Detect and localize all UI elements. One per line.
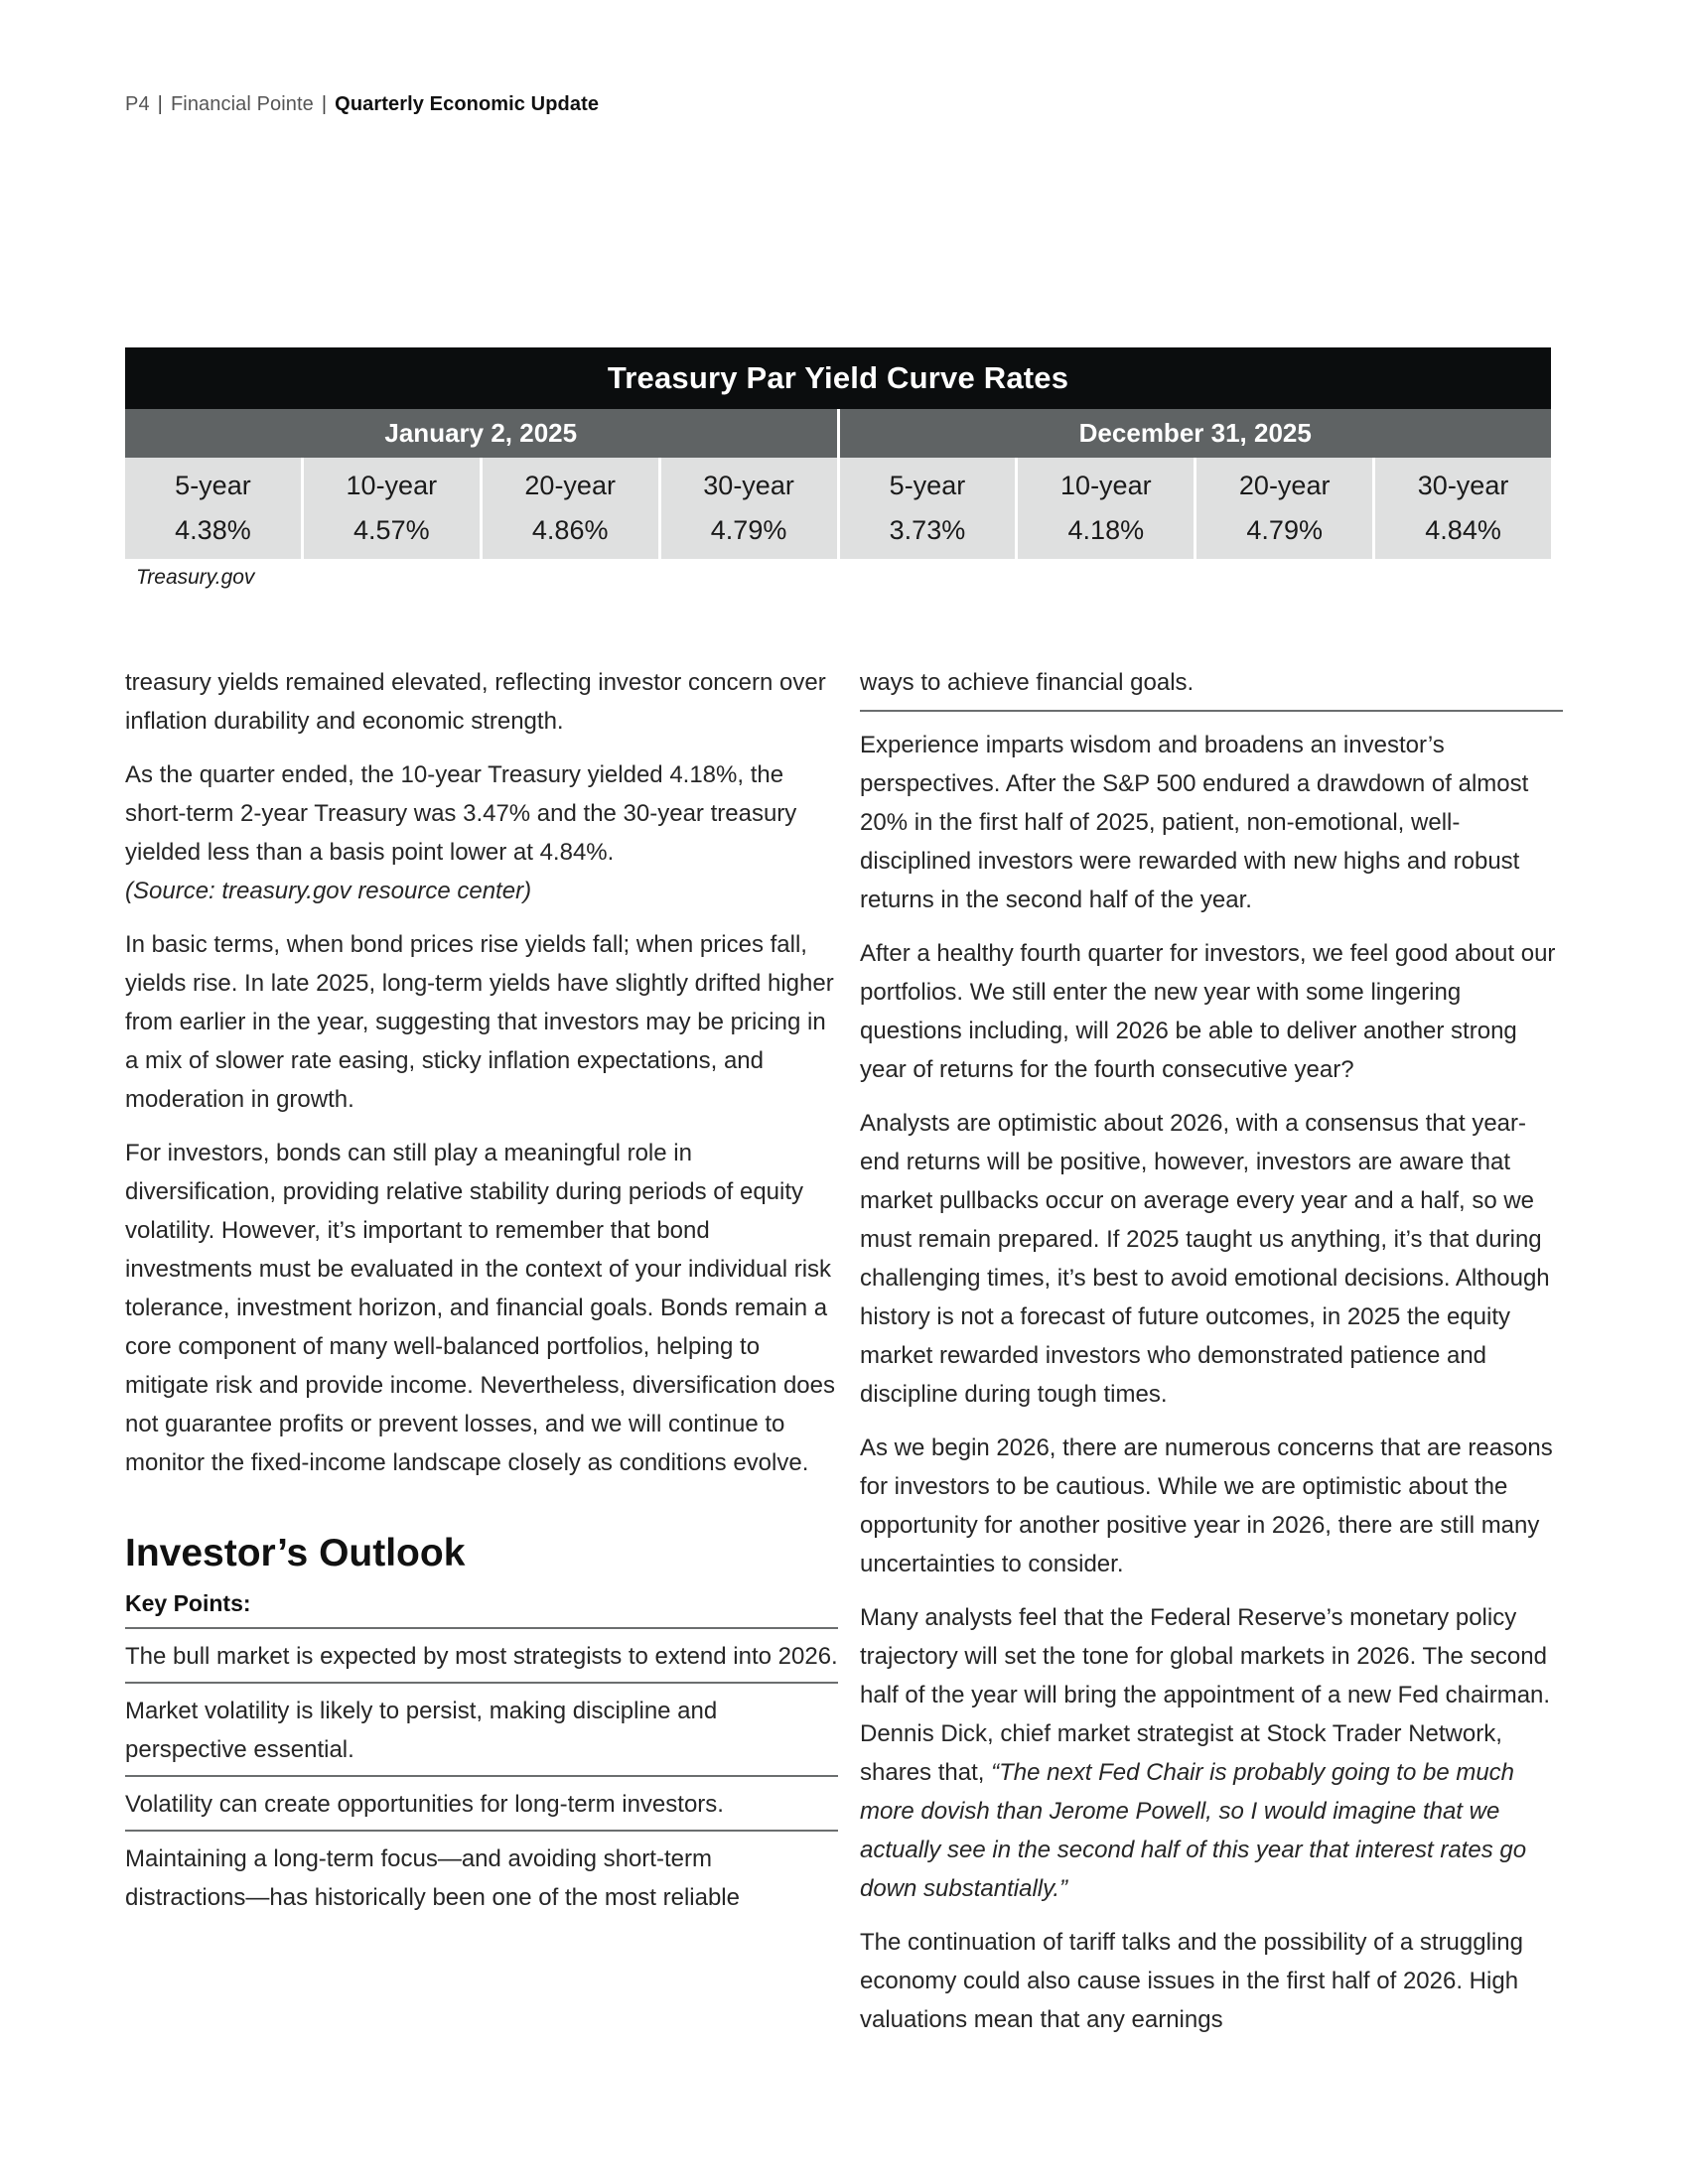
table-cell: [837, 458, 1016, 559]
key-point: Market volatility is likely to persist, making discipline and perspective essential.: [125, 1682, 838, 1775]
rate-value: 4.18%: [1067, 515, 1145, 545]
term-label: 20-year: [1238, 471, 1331, 500]
key-point: Maintaining a long-term focus—and avoiding short-term distractions—has historically been one of the most reliable: [125, 1830, 838, 1923]
table-cell: [125, 458, 301, 559]
table-source: Treasury.gov: [136, 566, 255, 589]
rate-value: 4.38%: [175, 515, 251, 545]
key-point: Volatility can create opportunities for long-term investors.: [125, 1775, 838, 1830]
publication-name: Financial Pointe: [170, 93, 314, 115]
page-number: P4: [125, 93, 150, 115]
rate-value: 4.57%: [353, 515, 430, 545]
paragraph-text: As the quarter ended, the 10-year Treasury yielded 4.18%, the short-term 2-year Treasury was 3.47% and the 30-year treasury yielded less than a basis point lower at 4.84%.: [125, 761, 797, 866]
key-points-label: Key Points:: [125, 1590, 251, 1616]
paragraph: Experience imparts wisdom and broadens an investor’s perspectives. After the S&P 500 endured a drawdown of almost 20% in the first half of 2025, patient, non-emotional, well-disciplined investors were rewarded with new highs and robust returns in the second half of the year.: [860, 732, 1529, 913]
source-citation: (Source: treasury.gov resource center): [125, 878, 532, 904]
paragraph: [125, 755, 838, 910]
section-name: Quarterly Economic Update: [335, 93, 600, 115]
date-header-jan-2025: January 2, 2025: [125, 409, 837, 458]
right-column: [860, 663, 1563, 2054]
term-label: 10-year: [1060, 471, 1152, 500]
table-cell: [480, 458, 658, 559]
table-cell: [1372, 458, 1551, 559]
term-label: 30-year: [1417, 471, 1509, 500]
header-divider: |: [157, 93, 163, 115]
running-header: [125, 93, 599, 116]
term-label: 10-year: [346, 471, 438, 500]
section-heading: Investor’s Outlook: [125, 1532, 466, 1574]
rate-value: 4.86%: [531, 515, 609, 545]
paragraph: As we begin 2026, there are numerous concerns that are reasons for investors to be cautious. While we are optimistic about the opportunity for another positive year in 2026, there are still many uncertainties to consider.: [860, 1434, 1553, 1577]
left-column: [125, 663, 838, 1923]
table-cell: [1015, 458, 1194, 559]
rate-value: 4.79%: [710, 515, 787, 545]
rate-value: 4.79%: [1246, 515, 1323, 545]
table-cell: [658, 458, 837, 559]
table-title: Treasury Par Yield Curve Rates: [125, 347, 1551, 409]
pull-quote: “The next Fed Chair is probably going to be much more dovish than Jerome Powell, so I would imagine that we actually see in the second half of this year that interest rates go down substantially.”: [860, 1759, 1527, 1902]
key-point: The bull market is expected by most strategists to extend into 2026.: [125, 1627, 838, 1682]
key-point-continuation: ways to achieve financial goals.: [860, 663, 1563, 712]
paragraph: The continuation of tariff talks and the possibility of a struggling economy could also cause issues in the first half of 2026. High valuations mean that any earnings: [860, 1929, 1523, 2033]
table-date-header-row: [125, 409, 1551, 458]
rate-value: 4.84%: [1425, 515, 1501, 545]
term-label: 5-year: [889, 471, 966, 500]
paragraph: For investors, bonds can still play a meaningful role in diversification, providing relative stability during periods of equity volatility. However, it’s important to remember that bond investments must be evaluated in the context of your individual risk tolerance, investment horizon, and financial goals. Bonds remain a core component of many well-balanced portfolios, helping to mitigate risk and provide income. Nevertheless, diversification does not guarantee profits or prevent losses, and we will continue to monitor the fixed-income landscape closely as conditions evolve.: [125, 1140, 835, 1476]
term-label: 30-year: [703, 471, 794, 500]
term-label: 5-year: [175, 471, 251, 500]
header-divider: |: [321, 93, 328, 115]
key-points-list: [125, 1627, 838, 1923]
paragraph: In basic terms, when bond prices rise yields fall; when prices fall, yields rise. In late 2025, long-term yields have slightly drifted higher from earlier in the year, suggesting that investors may be pricing in a mix of slower rate easing, sticky inflation expectations, and moderation in growth.: [125, 931, 834, 1113]
table-rates-row: [125, 458, 1551, 559]
treasury-yield-table: [125, 347, 1551, 559]
paragraph: Analysts are optimistic about 2026, with a consensus that year-end returns will be positive, however, investors are aware that market pullbacks occur on average every year and a half, so we must remain prepared. If 2025 taught us anything, it’s that during challenging times, it’s best to avoid emotional decisions. Although history is not a forecast of future outcomes, in 2025 the equity market rewarded investors who demonstrated patience and discipline during tough times.: [860, 1110, 1550, 1408]
paragraph: After a healthy fourth quarter for investors, we feel good about our portfolios. We still enter the new year with some lingering questions including, will 2026 be able to deliver another strong year of returns for the fourth consecutive year?: [860, 940, 1556, 1083]
paragraph: treasury yields remained elevated, reflecting investor concern over inflation durability and economic strength.: [125, 669, 826, 735]
table-cell: [301, 458, 480, 559]
rate-value: 3.73%: [889, 515, 966, 545]
term-label: 20-year: [524, 471, 616, 500]
table-cell: [1194, 458, 1372, 559]
paragraph: [860, 1598, 1563, 1908]
paragraph-text: Many analysts feel that the Federal Reserve’s monetary policy trajectory will set the tone for global markets in 2026. The second half of the year will bring the appointment of a new Fed chairman. Dennis Dick, chief market strategist at Stock Trader Network, shares that,: [860, 1604, 1551, 1786]
date-header-dec-2025: December 31, 2025: [837, 409, 1552, 458]
